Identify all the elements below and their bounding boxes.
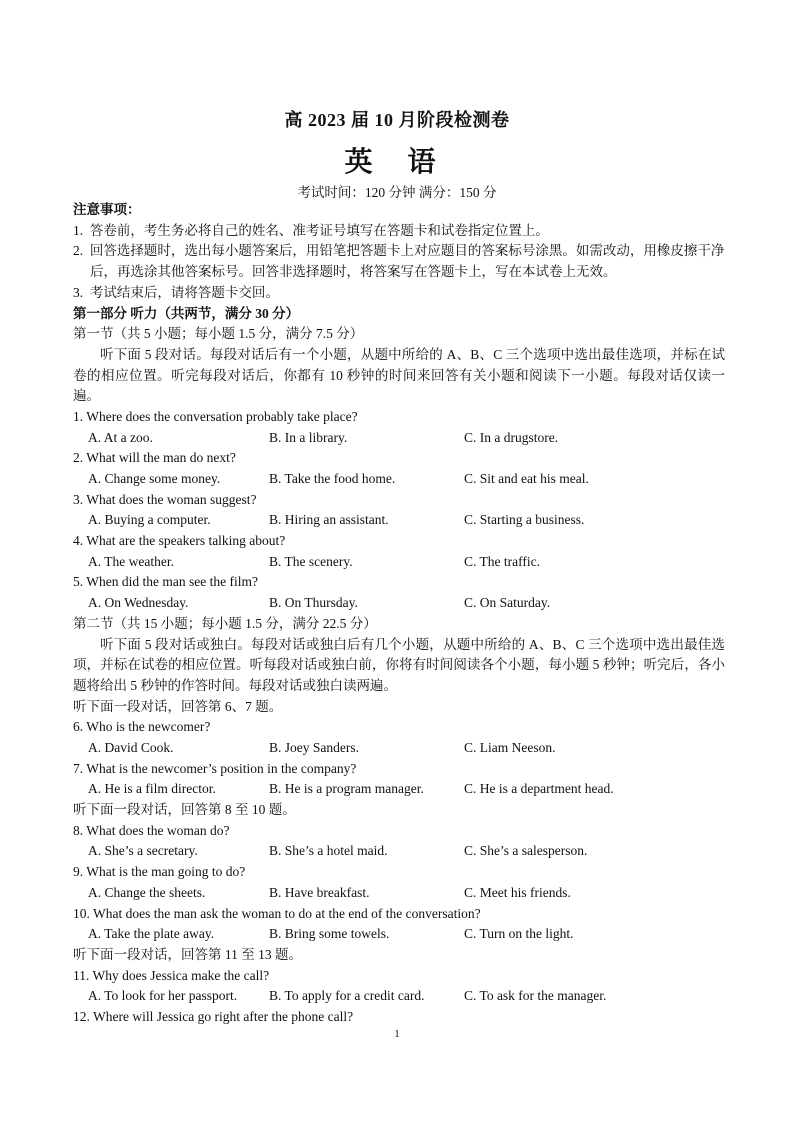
subject-title: 英 语: [344, 147, 450, 178]
question-options: [73, 469, 725, 490]
question-stem: 12. Where will Jessica go right after the phone call?: [73, 1008, 354, 1024]
section1-instructions: 听下面 5 段对话。每段对话后有一个小题，从题中所给的 A、B、C 三个选项中选出最佳选项，并标在试卷的相应位置。听完每段对话后，你都有 10 秒钟的时间来回答有关小题和阅读下一小题。每段对话仅读一遍。: [73, 346, 725, 404]
question-options: [73, 738, 725, 759]
option-c: C. Sit and eat his meal.: [464, 471, 589, 487]
option-a: A. Take the plate away.: [88, 926, 215, 942]
question-stem: 10. What does the man ask the woman to do at the end of the conversation?: [73, 905, 481, 921]
question-stem: 11. Why does Jessica make the call?: [73, 967, 270, 983]
question-options: [73, 986, 725, 1007]
option-c: C. To ask for the manager.: [464, 988, 607, 1004]
dialogue-note: 听下面一段对话，回答第 8 至 10 题。: [73, 802, 296, 818]
option-a: A. Buying a computer.: [88, 512, 211, 528]
option-c: C. Turn on the light.: [464, 926, 574, 942]
option-a: A. She’s a secretary.: [88, 843, 198, 859]
option-a: A. Change some money.: [88, 471, 221, 487]
question-options: [73, 841, 725, 862]
section2-heading: 第二节（共 15 小题；每小题 1.5 分，满分 22.5 分）: [73, 615, 377, 631]
question-options: [73, 510, 725, 531]
option-b: B. Have breakfast.: [269, 884, 370, 900]
question-options: [73, 779, 725, 800]
dialogue-note: 听下面一段对话，回答第 11 至 13 题。: [73, 946, 302, 962]
question-stem: 8. What does the woman do?: [73, 822, 230, 838]
question-stem: 9. What is the man going to do?: [73, 864, 246, 880]
option-c: C. She’s a salesperson.: [464, 843, 588, 859]
option-c: C. Meet his friends.: [464, 884, 571, 900]
question-stem: 2. What will the man do next?: [73, 450, 236, 466]
dialogue-note: 听下面一段对话，回答第 6、7 题。: [73, 698, 283, 714]
option-b: B. To apply for a credit card.: [269, 988, 425, 1004]
option-c: C. In a drugstore.: [464, 429, 559, 445]
part1-heading: 第一部分 听力（共两节，满分 30 分）: [73, 305, 300, 321]
option-c: C. Starting a business.: [464, 512, 585, 528]
option-b: B. He is a program manager.: [269, 781, 424, 797]
exam-title: 高 2023 届 10 月阶段检测卷: [284, 110, 510, 130]
question-options: [73, 428, 725, 449]
option-a: A. David Cook.: [88, 740, 174, 756]
question-options: [73, 552, 725, 573]
page-number: 1: [394, 1028, 400, 1040]
option-a: A. At a zoo.: [88, 429, 153, 445]
option-a: A. Change the sheets.: [88, 884, 206, 900]
question-stem: 4. What are the speakers talking about?: [73, 533, 286, 549]
question-stem: 3. What does the woman suggest?: [73, 491, 257, 507]
question-stem: 6. Who is the newcomer?: [73, 719, 211, 735]
option-b: B. Joey Sanders.: [269, 740, 359, 756]
option-c: C. Liam Neeson.: [464, 740, 556, 756]
section1-heading: 第一节（共 5 小题；每小题 1.5 分，满分 7.5 分）: [73, 326, 364, 342]
option-a: A. To look for her passport.: [88, 988, 238, 1004]
option-c: C. On Saturday.: [464, 595, 551, 611]
section2-instructions: 听下面 5 段对话或独白。每段对话或独白后有几个小题，从题中所给的 A、B、C 三个选项中选出最佳选项，并标在试卷的相应位置。听每段对话或独白前，你将有时间阅读各个小题，每小题 5 秒钟；听完后，各小题将给出 5 秒钟的作答时间。每段对话或独白读两遍。: [73, 636, 725, 693]
note-item: 1. 答卷前，考生务必将自己的姓名、准考证号填写在答题卡和试卷指定位置上。: [73, 222, 549, 238]
option-c: C. The traffic.: [464, 553, 540, 569]
option-a: A. He is a film director.: [88, 781, 216, 797]
notes-heading: 注意事项：: [73, 202, 141, 217]
question-stem: 5. When did the man see the film?: [73, 574, 258, 590]
note-item: 2. 回答选择题时，选出每小题答案后，用铅笔把答题卡上对应题目的答案标号涂黑。如需改动，用橡皮擦干净后，再选涂其他答案标号。回答非选择题时，将答案写在答题卡上，写在本试卷上无效。: [73, 243, 725, 280]
option-b: B. The scenery.: [269, 553, 353, 569]
option-a: A. On Wednesday.: [88, 595, 189, 611]
question-stem: 7. What is the newcomer’s position in the company?: [73, 760, 357, 776]
question-stem: 1. Where does the conversation probably take place?: [73, 408, 358, 424]
question-options: [73, 883, 725, 904]
question-options: [73, 924, 725, 945]
option-b: B. She’s a hotel maid.: [269, 843, 388, 859]
exam-info: 考试时间：120 分钟 满分：150 分: [297, 185, 497, 200]
option-b: B. On Thursday.: [269, 595, 358, 611]
option-c: C. He is a department head.: [464, 781, 614, 797]
option-b: B. Take the food home.: [269, 471, 396, 487]
option-b: B. Hiring an assistant.: [269, 512, 389, 528]
question-options: [73, 593, 725, 614]
exam-content: [73, 200, 725, 1028]
note-item: 3. 考试结束后，请将答题卡交回。: [73, 284, 279, 300]
option-b: B. Bring some towels.: [269, 926, 390, 942]
option-a: A. The weather.: [88, 553, 174, 569]
option-b: B. In a library.: [269, 429, 348, 445]
